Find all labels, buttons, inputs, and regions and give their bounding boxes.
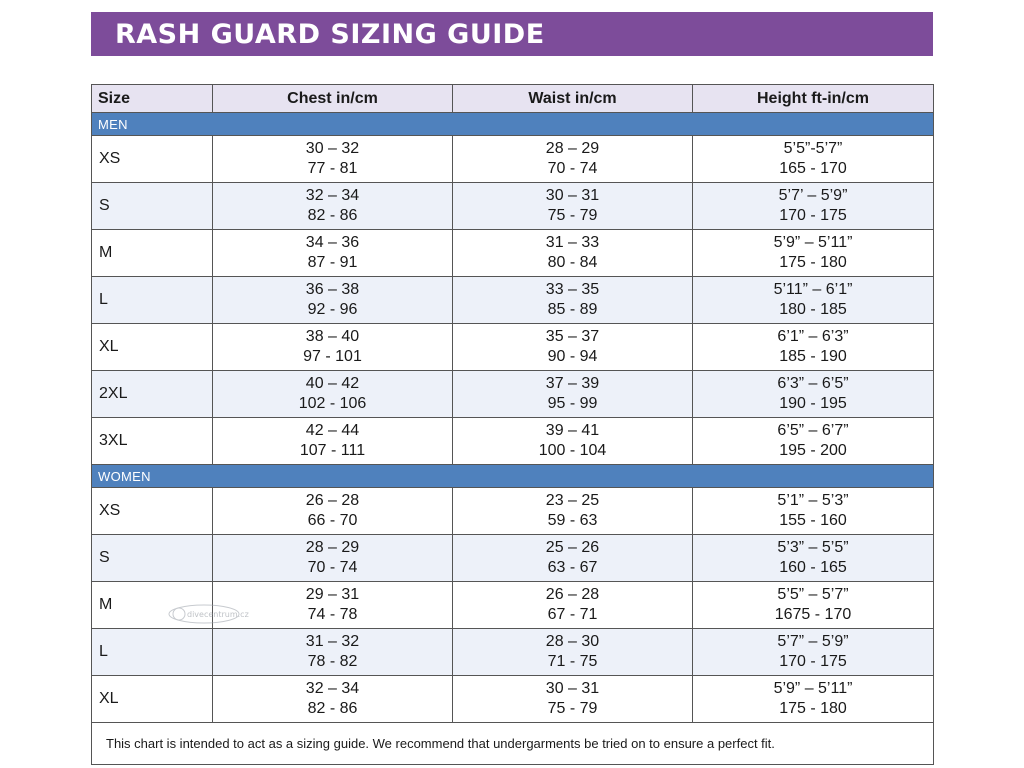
height-cell <box>693 535 934 582</box>
sizing-table <box>91 84 934 765</box>
chest-metric: 77 - 81 <box>307 160 358 177</box>
waist-cell <box>453 418 693 465</box>
chest-cell <box>213 324 453 371</box>
waist-imperial: 31 – 33 <box>545 234 600 251</box>
height-imperial: 6’5” – 6’7” <box>777 422 849 439</box>
waist-cell <box>453 629 693 676</box>
size-cell: 3XL <box>92 418 213 465</box>
column-header-waist: Waist in/cm <box>453 85 693 113</box>
height-metric: 170 - 175 <box>779 653 847 670</box>
waist-metric: 75 - 79 <box>547 207 598 224</box>
table-row <box>92 488 934 535</box>
height-cell <box>693 488 934 535</box>
table-row <box>92 535 934 582</box>
waist-metric: 63 - 67 <box>547 559 598 576</box>
chest-cell <box>213 629 453 676</box>
height-metric: 160 - 165 <box>779 559 847 576</box>
table-row <box>92 371 934 418</box>
height-imperial: 5’11” – 6’1” <box>773 281 853 298</box>
chest-imperial: 29 – 31 <box>305 586 360 603</box>
chest-metric: 78 - 82 <box>307 653 358 670</box>
height-cell <box>693 676 934 723</box>
waist-metric: 90 - 94 <box>547 348 598 365</box>
watermark-text: divecentrum.cz <box>187 610 249 619</box>
waist-cell <box>453 371 693 418</box>
height-metric: 195 - 200 <box>779 442 847 459</box>
waist-cell <box>453 582 693 629</box>
table-row <box>92 277 934 324</box>
size-cell: 2XL <box>92 371 213 418</box>
height-cell <box>693 136 934 183</box>
height-cell <box>693 183 934 230</box>
height-imperial: 5’5”-5’7” <box>783 140 843 157</box>
chest-imperial: 34 – 36 <box>305 234 360 251</box>
size-cell: L <box>92 277 213 324</box>
chest-metric: 74 - 78 <box>307 606 358 623</box>
size-cell: M <box>92 230 213 277</box>
waist-metric: 80 - 84 <box>547 254 598 271</box>
chest-metric: 87 - 91 <box>307 254 358 271</box>
height-cell <box>693 371 934 418</box>
waist-cell <box>453 183 693 230</box>
chest-metric: 92 - 96 <box>307 301 358 318</box>
waist-cell <box>453 324 693 371</box>
waist-metric: 59 - 63 <box>547 512 598 529</box>
chest-imperial: 30 – 32 <box>305 140 360 157</box>
waist-imperial: 39 – 41 <box>545 422 600 439</box>
size-cell: L <box>92 629 213 676</box>
section-header-row <box>92 113 934 136</box>
table-row <box>92 324 934 371</box>
height-metric: 180 - 185 <box>779 301 847 318</box>
table-body <box>92 113 934 723</box>
waist-imperial: 28 – 30 <box>545 633 600 650</box>
chest-cell <box>213 230 453 277</box>
chest-metric: 97 - 101 <box>303 348 362 365</box>
height-cell <box>693 629 934 676</box>
waist-metric: 75 - 79 <box>547 700 598 717</box>
height-imperial: 5’9” – 5’11” <box>773 680 853 697</box>
chest-cell <box>213 277 453 324</box>
section-label: WOMEN <box>92 465 934 488</box>
waist-metric: 95 - 99 <box>547 395 598 412</box>
chest-cell <box>213 535 453 582</box>
height-cell <box>693 324 934 371</box>
waist-cell <box>453 277 693 324</box>
column-header-size: Size <box>92 85 213 113</box>
waist-imperial: 30 – 31 <box>545 680 600 697</box>
table-row <box>92 676 934 723</box>
height-metric: 175 - 180 <box>779 254 847 271</box>
chest-imperial: 36 – 38 <box>305 281 360 298</box>
chest-metric: 107 - 111 <box>299 442 366 459</box>
waist-cell <box>453 488 693 535</box>
page-title: RASH GUARD SIZING GUIDE <box>115 18 545 50</box>
height-cell <box>693 418 934 465</box>
waist-cell <box>453 230 693 277</box>
height-metric: 185 - 190 <box>779 348 847 365</box>
waist-imperial: 35 – 37 <box>545 328 600 345</box>
section-header-row <box>92 465 934 488</box>
chest-cell <box>213 488 453 535</box>
height-metric: 170 - 175 <box>779 207 847 224</box>
height-metric: 155 - 160 <box>779 512 847 529</box>
height-cell <box>693 582 934 629</box>
chest-metric: 82 - 86 <box>307 207 358 224</box>
height-imperial: 5’7’ – 5’9” <box>778 187 848 204</box>
waist-metric: 71 - 75 <box>547 653 598 670</box>
chest-imperial: 38 – 40 <box>305 328 360 345</box>
height-imperial: 6’1” – 6’3” <box>777 328 849 345</box>
height-metric: 1675 - 170 <box>774 606 852 623</box>
chest-cell <box>213 582 453 629</box>
chest-imperial: 42 – 44 <box>305 422 360 439</box>
chest-imperial: 26 – 28 <box>305 492 360 509</box>
waist-metric: 70 - 74 <box>547 160 598 177</box>
height-imperial: 5’5” – 5’7” <box>777 586 849 603</box>
waist-imperial: 25 – 26 <box>545 539 600 556</box>
height-imperial: 5’7” – 5’9” <box>777 633 849 650</box>
size-cell: XL <box>92 324 213 371</box>
height-imperial: 5’9” – 5’11” <box>773 234 853 251</box>
chest-cell <box>213 371 453 418</box>
chest-metric: 102 - 106 <box>298 395 367 412</box>
height-cell <box>693 277 934 324</box>
title-banner <box>91 12 933 56</box>
size-cell: M <box>92 582 213 629</box>
table-row <box>92 136 934 183</box>
waist-cell <box>453 535 693 582</box>
waist-metric: 85 - 89 <box>547 301 598 318</box>
chest-cell <box>213 676 453 723</box>
size-cell: S <box>92 183 213 230</box>
height-imperial: 5’1” – 5’3” <box>777 492 849 509</box>
column-header-height: Height ft-in/cm <box>693 85 934 113</box>
table-row <box>92 230 934 277</box>
chest-cell <box>213 136 453 183</box>
height-imperial: 6’3” – 6’5” <box>777 375 849 392</box>
footnote-row <box>92 723 934 765</box>
size-cell: S <box>92 535 213 582</box>
waist-imperial: 28 – 29 <box>545 140 600 157</box>
section-label: MEN <box>92 113 934 136</box>
size-cell: XS <box>92 136 213 183</box>
waist-imperial: 26 – 28 <box>545 586 600 603</box>
waist-imperial: 37 – 39 <box>545 375 600 392</box>
footnote: This chart is intended to act as a sizing guide. We recommend that undergarments be tried on to ensure a perfect fit. <box>92 723 934 765</box>
height-metric: 190 - 195 <box>779 395 847 412</box>
column-header-chest: Chest in/cm <box>213 85 453 113</box>
chest-imperial: 32 – 34 <box>305 680 360 697</box>
waist-cell <box>453 676 693 723</box>
chest-cell <box>213 418 453 465</box>
waist-imperial: 23 – 25 <box>545 492 600 509</box>
waist-metric: 67 - 71 <box>547 606 598 623</box>
waist-metric: 100 - 104 <box>538 442 607 459</box>
waist-imperial: 33 – 35 <box>545 281 600 298</box>
chest-imperial: 31 – 32 <box>305 633 360 650</box>
chest-imperial: 40 – 42 <box>305 375 360 392</box>
table-row <box>92 582 934 629</box>
height-metric: 175 - 180 <box>779 700 847 717</box>
waist-imperial: 30 – 31 <box>545 187 600 204</box>
size-cell: XS <box>92 488 213 535</box>
chest-cell <box>213 183 453 230</box>
size-cell: XL <box>92 676 213 723</box>
chest-metric: 66 - 70 <box>307 512 358 529</box>
chest-metric: 82 - 86 <box>307 700 358 717</box>
table-row <box>92 418 934 465</box>
height-metric: 165 - 170 <box>779 160 847 177</box>
waist-cell <box>453 136 693 183</box>
height-cell <box>693 230 934 277</box>
chest-metric: 70 - 74 <box>307 559 358 576</box>
height-imperial: 5’3” – 5’5” <box>777 539 849 556</box>
chest-imperial: 32 – 34 <box>305 187 360 204</box>
table-row <box>92 629 934 676</box>
chest-imperial: 28 – 29 <box>305 539 360 556</box>
header-row <box>92 85 934 113</box>
table-row <box>92 183 934 230</box>
